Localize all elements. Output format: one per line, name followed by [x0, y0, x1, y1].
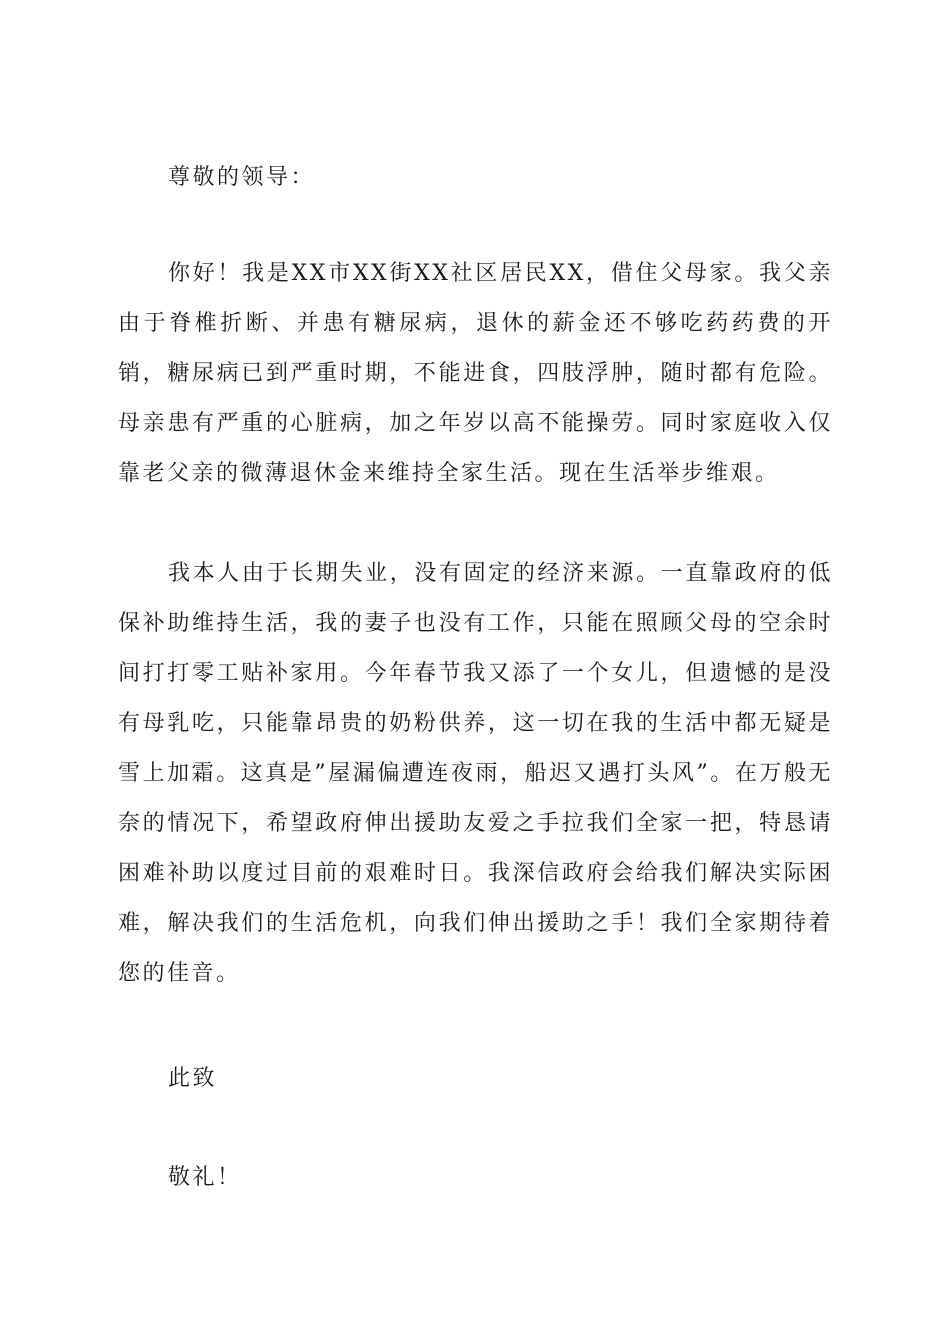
closing-salute: 敬礼！ — [168, 1165, 242, 1190]
closing-this-regards: 此致 — [168, 1066, 218, 1091]
salutation: 尊敬的领导： — [168, 165, 316, 190]
body-paragraph-2: 我本人由于长期失业，没有固定的经济来源。一直靠政府的低保补助维持生活，我的妻子也没有工作，只能在照顾父母的空余时间打打零工贴补家用。今年春节我又添了一个女儿，但遗憾的是没有母乳吃，只能靠昂贵的奶粉供养，这一切在我的生活中都无疑是雪上加霜。这真是”屋漏偏遭连夜雨，船迟又遇打头风”。在万般无奈的情况下，希望政府伸出援助友爱之手拉我们全家一把，特恳请困难补助以度过目前的艰难时日。我深信政府会给我们解决实际困难，解决我们的生活危机，向我们伸出援助之手！我们全家期待着您的佳音。 — [118, 561, 833, 986]
body-paragraph-1: 你好！我是XX市XX街XX社区居民XX，借住父母家。我父亲由于脊椎折断、并患有糖尿病，退休的薪金还不够吃药药费的开销，糖尿病已到严重时期，不能进食，四肢浮肿，随时都有危险。母亲患有严重的心脏病，加之年岁以高不能操劳。同时家庭收入仅靠老父亲的微薄退休金来维持全家生活。现在生活举步维艰。 — [118, 261, 833, 486]
